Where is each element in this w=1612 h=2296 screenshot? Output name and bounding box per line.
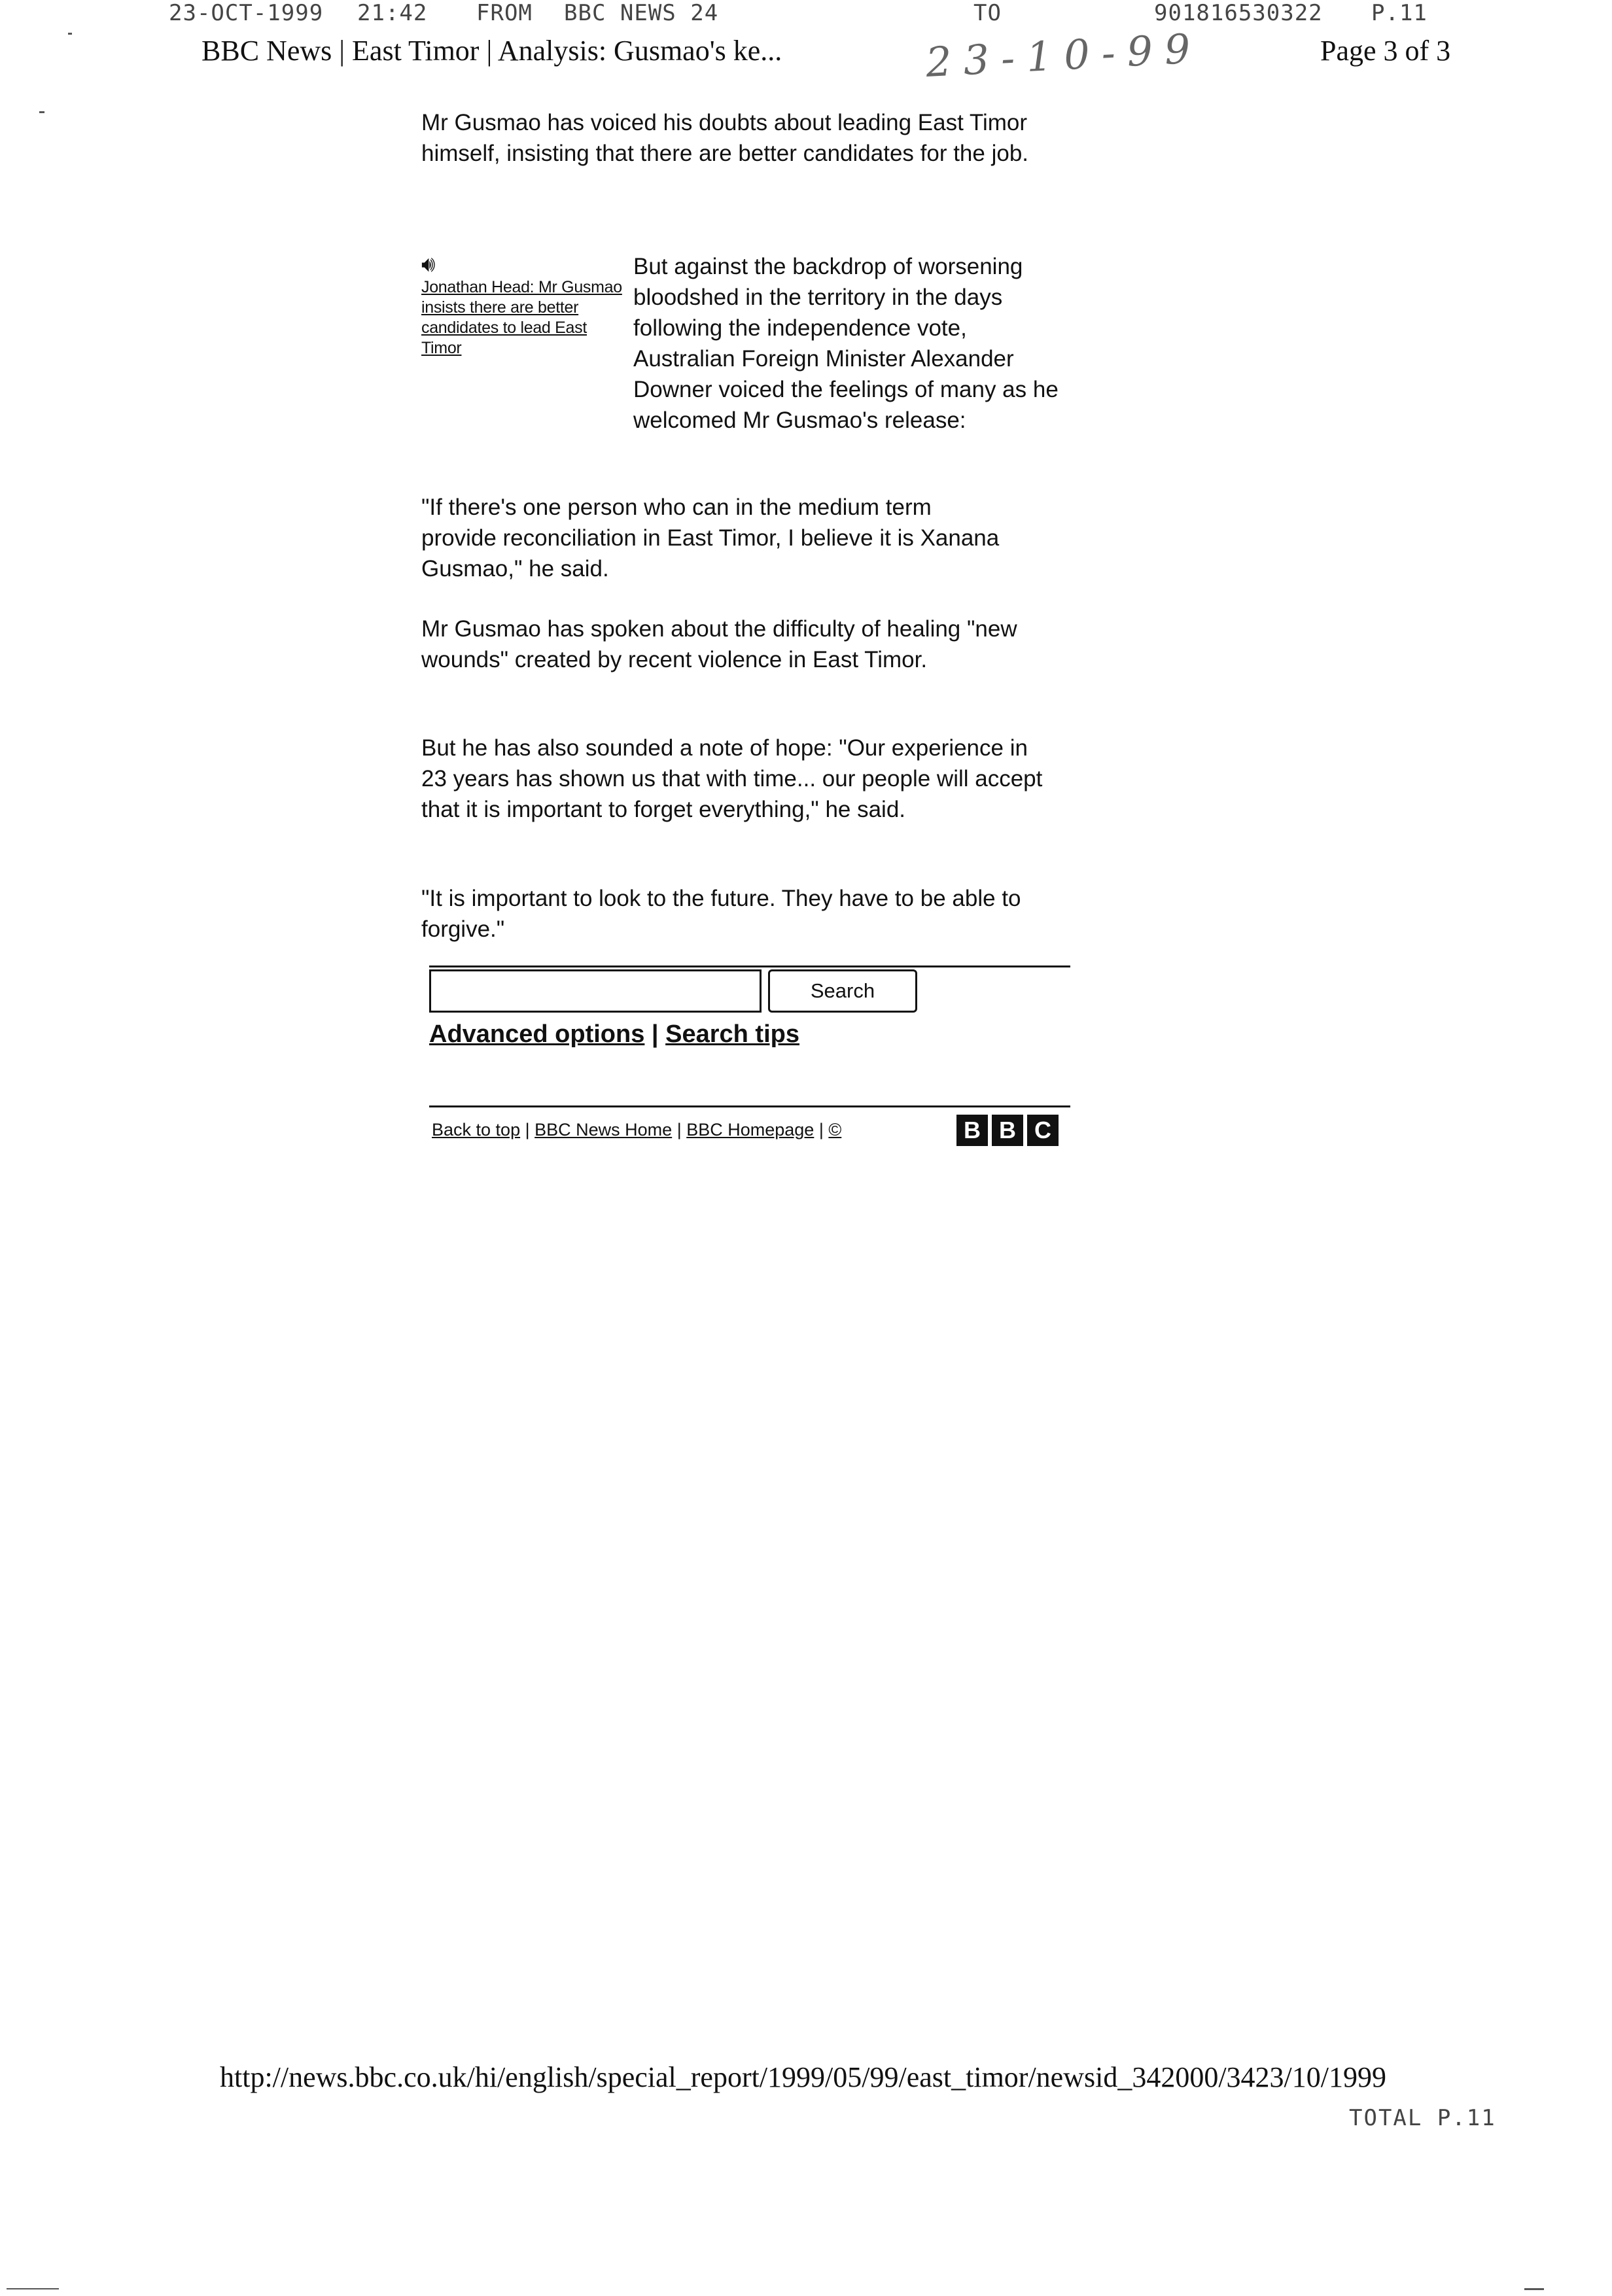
search-tips-link[interactable]: Search tips	[665, 1020, 799, 1048]
scan-speck	[7, 2288, 59, 2289]
scan-speck	[39, 111, 44, 113]
footer-links	[432, 1120, 841, 1140]
search-button[interactable]: Search	[768, 969, 917, 1013]
audio-clip[interactable]	[421, 251, 631, 358]
fax-from-label: FROM	[476, 0, 533, 26]
fax-total-pages: TOTAL P.11	[1349, 2105, 1496, 2131]
fax-number: 901816530322	[1154, 0, 1323, 26]
fax-from: BBC NEWS 24	[564, 0, 719, 26]
footer-separator: |	[814, 1120, 829, 1139]
page-title: BBC News | East Timor | Analysis: Gusmao's ke...	[202, 35, 782, 67]
bbc-logo[interactable]	[956, 1115, 1059, 1146]
paragraph-4: Mr Gusmao has spoken about the difficulty of healing "new wounds" created by recent violence in East Timor.	[421, 616, 1017, 672]
footer-separator: |	[520, 1120, 535, 1139]
search-link-separator: |	[644, 1020, 666, 1048]
paragraph-1: Mr Gusmao has voiced his doubts about leading East Timor himself, insisting that there are better candidates for the job.	[421, 110, 1029, 166]
advanced-options-link[interactable]: Advanced options	[429, 1020, 645, 1048]
paragraph-2: But against the backdrop of worsening bloodshed in the territory in the days following the independence vote, Australian Foreign Minister Alexander Downer voiced the feelings of many as he welcomed Mr Gusmao's release:	[633, 254, 1059, 433]
footer-separator: |	[672, 1120, 687, 1139]
fax-date: 23-OCT-1999	[169, 0, 324, 26]
article-paragraph	[421, 733, 1062, 825]
fax-time: 21:42	[357, 0, 428, 26]
bbc-logo-letter: B	[956, 1115, 988, 1146]
handwritten-date: 23-10-99	[924, 24, 1204, 87]
back-to-top-link[interactable]: Back to top	[432, 1120, 521, 1139]
article-paragraph	[421, 107, 1062, 169]
audio-caption-link[interactable]: Jonathan Head: Mr Gusmao insists there are better candidates to lead East Timor	[421, 278, 622, 357]
search-input[interactable]	[429, 969, 762, 1013]
paragraph-6: "It is important to look to the future. They have to be able to forgive."	[421, 886, 1021, 942]
scan-speck	[68, 33, 72, 35]
fax-to-label: TO	[973, 0, 1002, 26]
search-links	[429, 1020, 799, 1049]
article-paragraph	[421, 883, 1062, 945]
paragraph-5: But he has also sounded a note of hope: "Our experience in 23 years has shown us that with time... our people will accept that it is important to forget everything," he said.	[421, 735, 1043, 822]
scan-speck	[1524, 2288, 1544, 2290]
copyright-link[interactable]: ©	[828, 1120, 842, 1139]
paragraph-3: "If there's one person who can in the medium term provide reconciliation in East Timor, I believe it is Xanana Gusmao," he said.	[421, 495, 1000, 582]
page-indicator: Page 3 of 3	[1320, 35, 1451, 67]
article-paragraph	[421, 614, 1062, 675]
page-url: http://news.bbc.co.uk/hi/english/special_report/1999/05/99/east_timor/newsid_342000/3423/10/1999	[220, 2061, 1387, 2093]
bbc-homepage-link[interactable]: BBC Homepage	[686, 1120, 815, 1139]
search-divider	[429, 965, 1070, 967]
article-paragraph	[633, 251, 1065, 436]
bbc-news-home-link[interactable]: BBC News Home	[534, 1120, 673, 1139]
footer-divider	[429, 1105, 1070, 1107]
speaker-icon[interactable]: 🔊︎	[421, 251, 436, 277]
article-paragraph	[421, 492, 1062, 584]
bbc-logo-letter: C	[1027, 1115, 1059, 1146]
bbc-logo-letter: B	[992, 1115, 1023, 1146]
fax-page: P.11	[1371, 0, 1428, 26]
